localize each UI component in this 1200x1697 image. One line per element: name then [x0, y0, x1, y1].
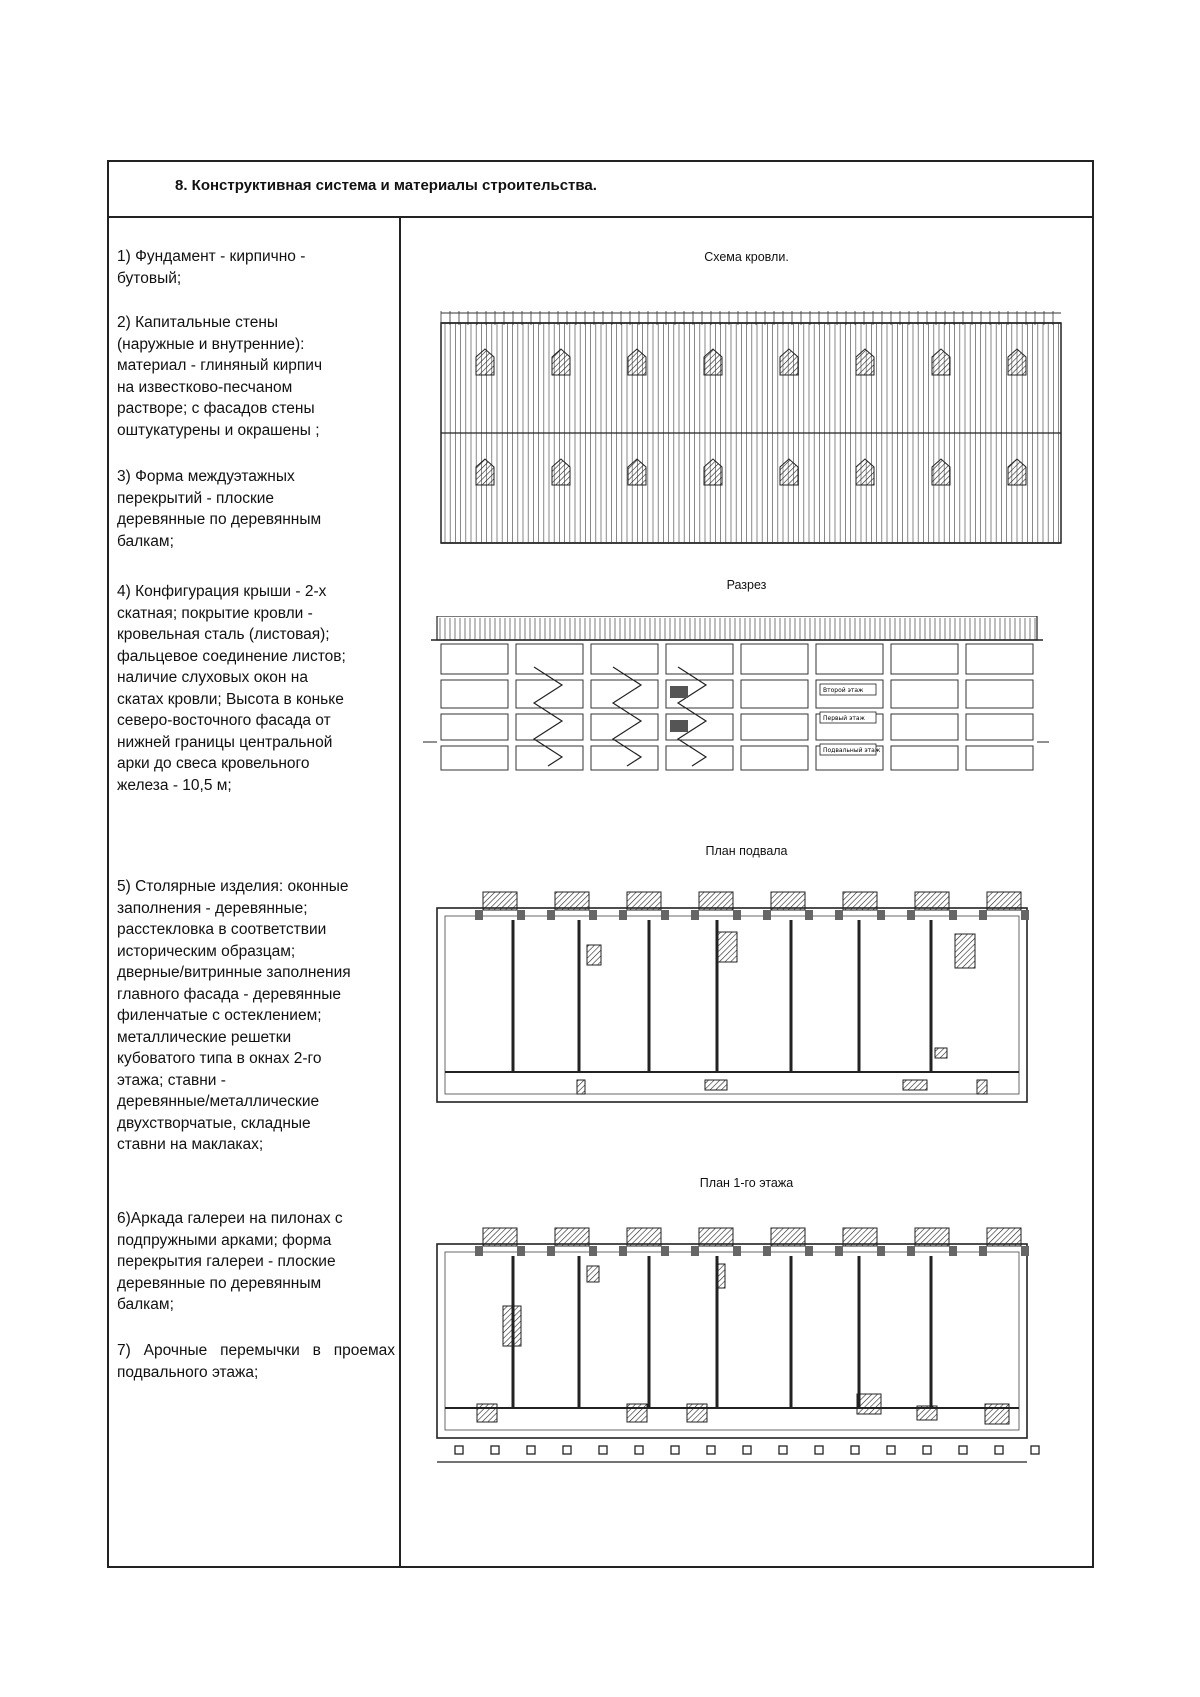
- item-floors: 3) Форма междуэтажных перекрытий - плоские деревянные по деревянным балкам;: [117, 468, 322, 550]
- item-arches: 7) Арочные перемычки в проемах подвального этажа;: [117, 1342, 395, 1381]
- section-floor-label: Первый этаж: [823, 715, 865, 722]
- item-joinery: 5) Столярные изделия: оконные заполнения - деревянные; расстекловка в соответствии историческим образцам; дверные/витринные заполнения главного фасада - деревянные филенчатые с остеклением; металлические решетки кубоватого типа в окнах 2-го этажа; ставни - деревянные/металлические двухстворчатые, складные ставни на маклаках;: [117, 878, 351, 1153]
- document-frame: [107, 160, 1094, 1568]
- drawings-column: [401, 216, 1092, 1566]
- ground-plan-caption: План 1-го этажа: [699, 1176, 794, 1190]
- item-arcade: 6)Аркада галереи на пилонах с подпружными арками; форма перекрытия галереи - плоские деревянные по деревянным балкам;: [117, 1210, 343, 1313]
- section-floor-label: Второй этаж: [823, 687, 864, 694]
- section-header: [109, 162, 1092, 218]
- section-caption: Разрез: [726, 578, 767, 592]
- basement-plan-caption: План подвала: [705, 844, 788, 858]
- roof-scheme-caption: Схема кровли.: [704, 250, 789, 264]
- section-title: 8. Конструктивная система и материалы строительства.: [175, 177, 597, 194]
- materials-list: [109, 216, 399, 1566]
- item-roof: 4) Конфигурация крыши - 2-х скатная; покрытие кровли - кровельная сталь (листовая); фальцевое соединение листов; наличие слуховых окон на скатах кровли; Высота в коньке северо-восточного фасада от нижней границы центральной арки до свеса кровельного железа - 10,5 м;: [117, 583, 346, 794]
- section-floor-label: Подвальный этаж: [823, 747, 881, 754]
- ground-plan-drawing: [433, 1216, 1073, 1476]
- item-walls: 2) Капитальные стены (наружные и внутренние): материал - глиняный кирпич на известково-песчаном растворе; с фасадов стены оштукатурены и окрашены ;: [117, 314, 323, 439]
- section-drawing: [411, 616, 1051, 806]
- roof-scheme-drawing: [435, 311, 1070, 556]
- basement-plan-drawing: [433, 880, 1073, 1112]
- item-foundation: 1) Фундамент - кирпично - бутовый;: [117, 248, 306, 287]
